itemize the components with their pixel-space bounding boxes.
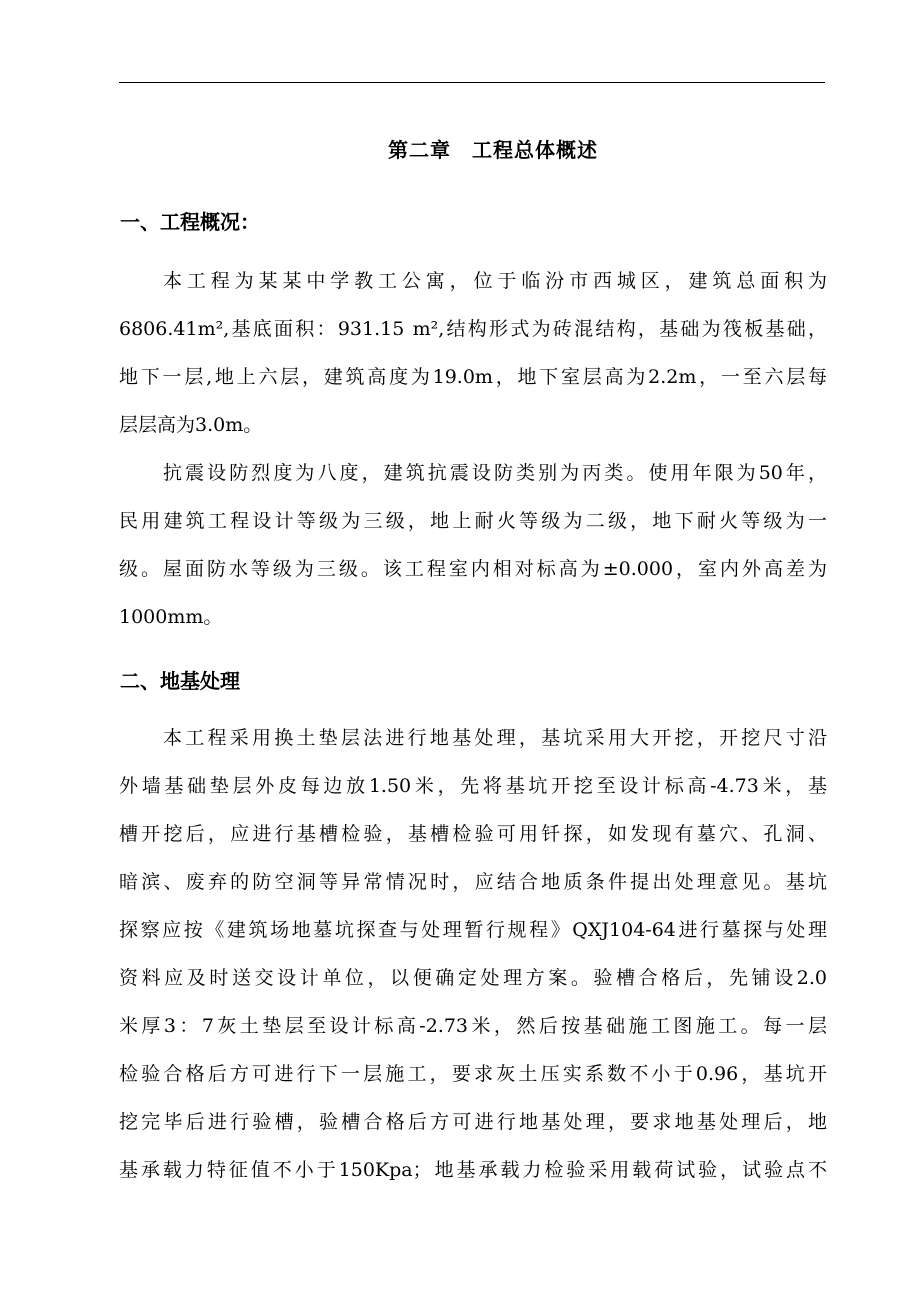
- text-line: 级。屋面防水等级为三级。该工程室内相对标高为±0.000，室内外高差为: [119, 558, 827, 580]
- text-line: 槽开挖后，应进行基槽检验，基槽检验可用钎探，如发现有墓穴、孔洞、: [119, 823, 827, 845]
- text-line: 本工程为某某中学教工公寓，位于临汾市西城区，建筑总面积为: [163, 270, 827, 292]
- text-line: 本工程采用换土垫层法进行地基处理，基坑采用大开挖，开挖尺寸沿: [163, 727, 827, 749]
- text-line: 民用建筑工程设计等级为三级，地上耐火等级为二级，地下耐火等级为一: [119, 510, 827, 532]
- paragraph-foundation-1: [119, 714, 827, 1194]
- text-line: 米厚3：7灰土垫层至设计标高-2.73米，然后按基础施工图施工。每一层: [119, 1015, 827, 1037]
- text-line: 1000mm。: [119, 606, 223, 628]
- text-line: 挖完毕后进行验槽，验槽合格后方可进行地基处理，要求地基处理后，地: [119, 1111, 827, 1133]
- text-line: 检验合格后方可进行下一层施工，要求灰土压实系数不小于0.96，基坑开: [119, 1063, 827, 1085]
- section-heading-overview: 一、工程概况：: [120, 210, 260, 234]
- paragraph-overview-2: [119, 449, 827, 641]
- text-line: 暗滨、废弃的防空洞等异常情况时，应结合地质条件提出处理意见。基坑: [119, 871, 827, 893]
- text-line: 外墙基础垫层外皮每边放1.50米，先将基坑开挖至设计标高-4.73米，基: [119, 775, 827, 797]
- section-heading-foundation: 二、地基处理: [120, 669, 240, 693]
- text-line: 探察应按《建筑场地墓坑探查与处理暂行规程》QXJ104-64进行墓探与处理: [119, 919, 827, 941]
- text-line: 资料应及时送交设计单位，以便确定处理方案。验槽合格后，先铺设2.0: [119, 967, 827, 989]
- chapter-title: 第二章 工程总体概述: [388, 138, 598, 162]
- text-line: 基承载力特征值不小于150Kpa；地基承载力检验采用载荷试验，试验点不: [119, 1159, 827, 1181]
- text-line: 6806.41m²,基底面积：931.15 m²,结构形式为砖混结构，基础为筏板基础，: [119, 318, 827, 340]
- text-line: 地下一层,地上六层，建筑高度为19.0m，地下室层高为2.2m，一至六层每: [119, 366, 827, 388]
- text-line: 层层高为3.0m。: [119, 414, 263, 436]
- text-line: 抗震设防烈度为八度，建筑抗震设防类别为丙类。使用年限为50年，: [163, 462, 827, 484]
- header-rule: [119, 82, 825, 83]
- paragraph-overview-1: [119, 257, 827, 449]
